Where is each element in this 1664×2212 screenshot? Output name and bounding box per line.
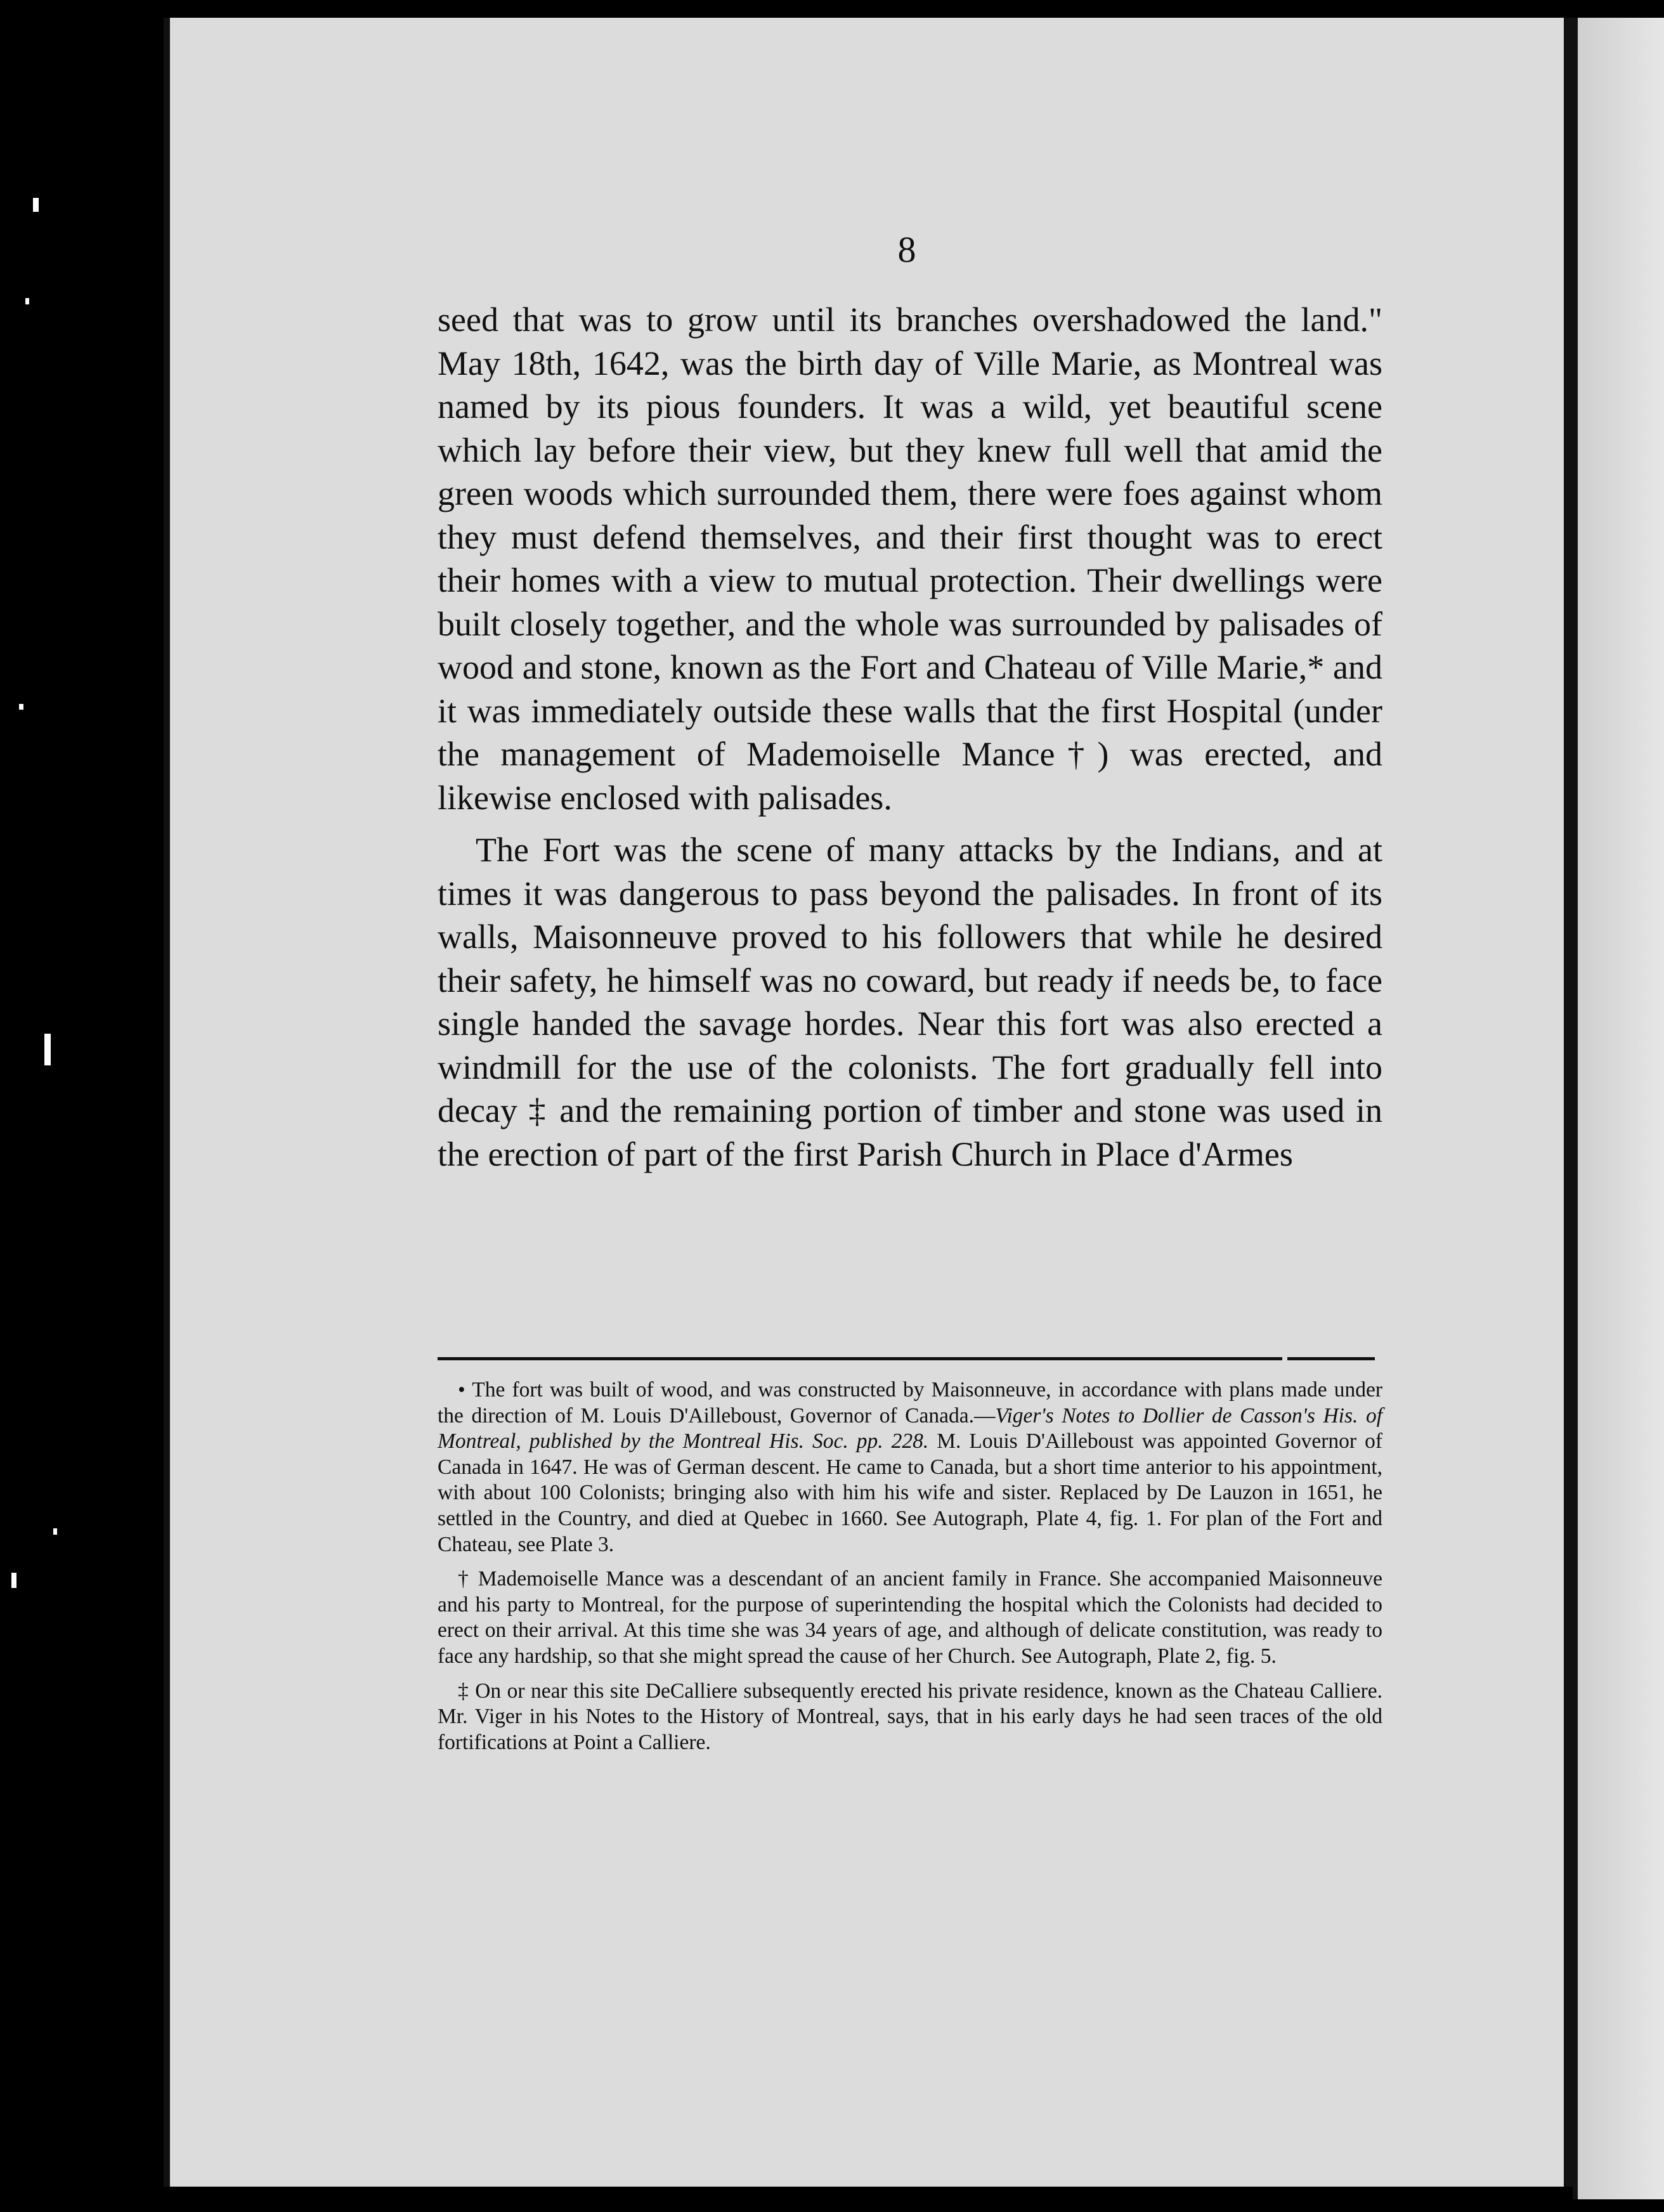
scan-speck — [11, 1573, 16, 1588]
footnote-citation: Viger's Notes to Dollier de Casson's His. of Montreal, published by the Montreal His. Soc. pp. 228. — [438, 1403, 1383, 1454]
scan-speck — [53, 1528, 57, 1535]
footnote-fort — [438, 1377, 1382, 1558]
scan-speck — [19, 704, 23, 710]
scan-speck — [25, 298, 29, 304]
main-text — [438, 298, 1382, 1176]
adjacent-page-edge — [1573, 18, 1664, 2199]
footnote-mance: † Mademoiselle Mance was a descendant of an ancient family in France. She accompanied Maisonneuve and his party to Montreal, for the purpose of superintending the hospital which the Colonists had decided to erect on their arrival. At this time she was 34 years of age, and although of delicate constitution, was ready to face any hardship, so that she might spread the cause of her Church. See Autograph, Plate 2, fig. 5. — [438, 1567, 1382, 1668]
footnotes — [438, 1377, 1382, 1764]
footnote-text: • The fort was built of wood, and was constructed by Maisonneuve, in accordance with plans made under the direction of M. Louis D'Ailleboust, Governor of Canada.— — [438, 1378, 1382, 1428]
footnote-divider-segment — [1287, 1357, 1375, 1360]
footnote-divider — [438, 1357, 1282, 1360]
page-number: 8 — [897, 229, 916, 270]
scan-speck — [44, 1034, 51, 1065]
footnote-calliere: ‡ On or near this site DeCalliere subsequently erected his private residence, known as the Chateau Calliere. Mr. Viger in his Notes to the History of Montreal, says, that in his early days he had seen traces of the old fortifications at Point a Calliere. — [438, 1679, 1382, 1754]
paragraph: The Fort was the scene of many attacks by the Indians, and at times it was dangerous to pass beyond the palisades. In front of its walls, Maisonneuve proved to his followers that while he desired their safety, he himself was no coward, but ready if needs be, to face single handed the savage hordes. Near this fort was also erected a windmill for the use of the colonists. The fort gradually fell into decay ‡ and the remaining portion of timber and stone was used in the erection of part of the first Parish Church in Place d'Armes — [438, 831, 1382, 1173]
paragraph: seed that was to grow until its branches overshadowed the land." May 18th, 1642, was the birth day of Ville Marie, as Montreal was named by its pious founders. It was a wild, yet beautiful scene which lay before their view, but they knew full well that amid the green woods which surrounded them, there were foes against whom they must defend themselves, and their first thought was to erect their homes with a view to mutual protection. Their dwellings were built closely together, and the whole was surrounded by palisades of wood and stone, known as the Fort and Chateau of Ville Marie,* and it was immediately outside these walls that the first Hospital (under the management of Mademoiselle Mance†) was erected, and likewise enclosed with palisades. — [438, 301, 1382, 817]
footnote-text: M. Louis D'Ailleboust was appointed Governor of Canada in 1647. He was of German descent. He came to Canada, but a short time anterior to his appointment, with about 100 Colonists; bringing also with him his wife and sister. Replaced by De Lauzon in 1651, he settled in the Country, and died at Quebec in 1660. See Autograph, Plate 4, fig. 1. For plan of the Fort and Chateau, see Plate 3. — [438, 1429, 1382, 1556]
scan-speck — [33, 198, 39, 212]
